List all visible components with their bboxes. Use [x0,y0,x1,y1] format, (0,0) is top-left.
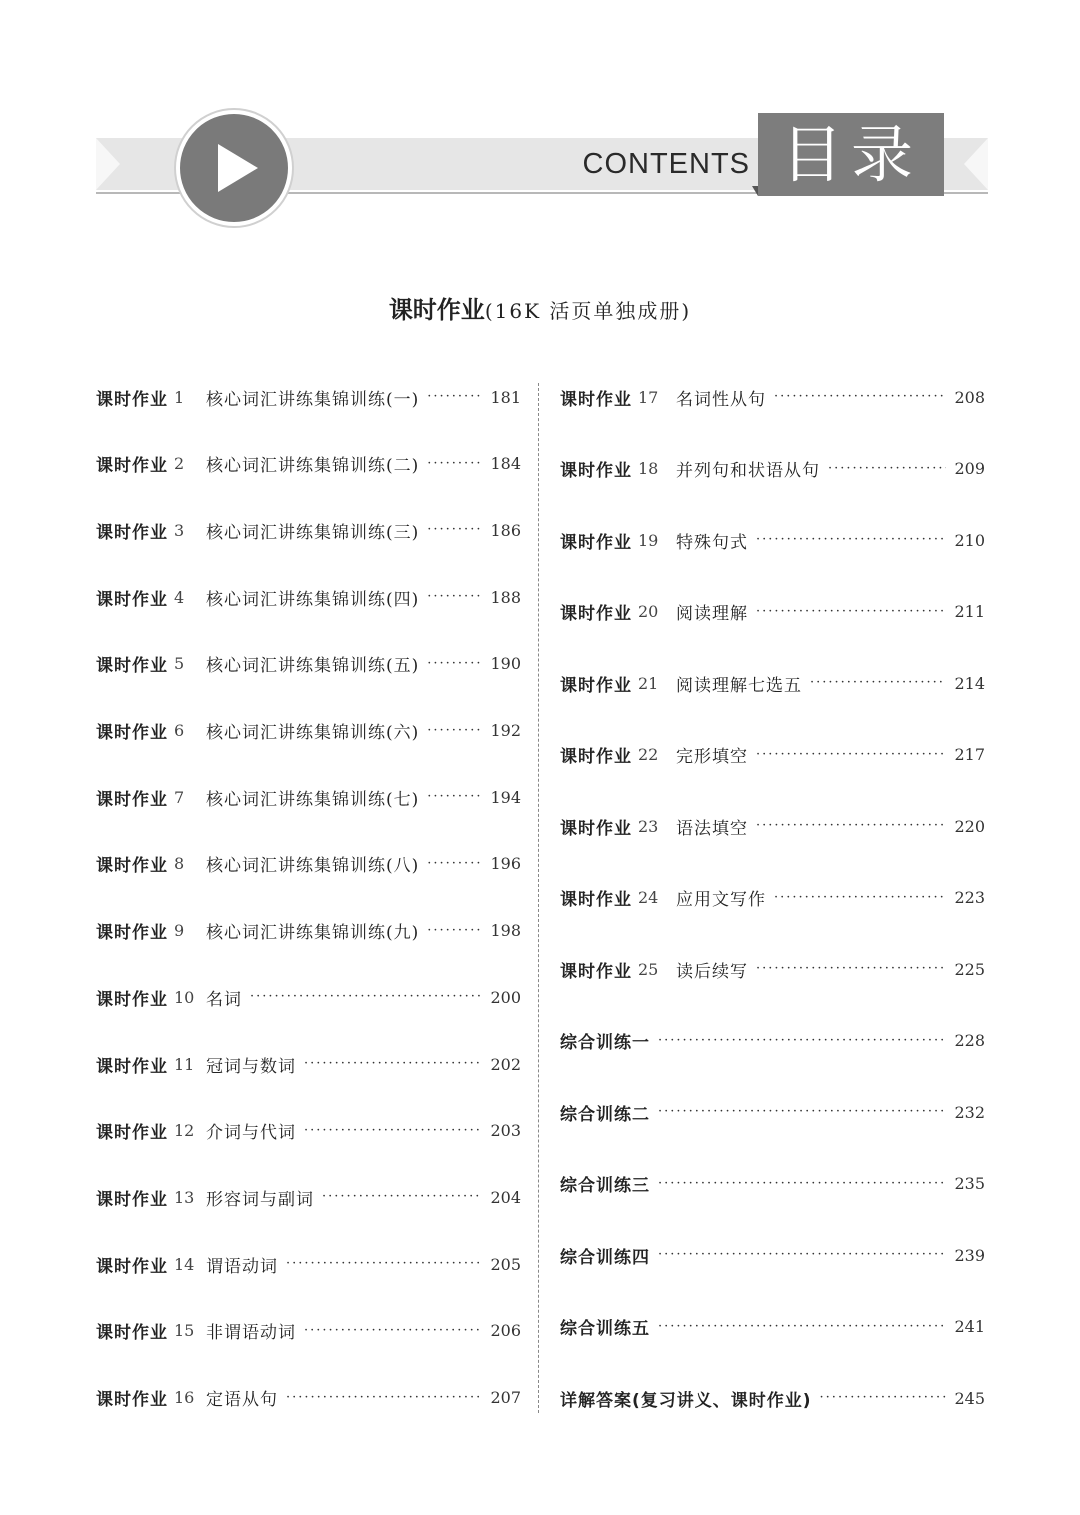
toc-entry-number: 9 [174,921,185,941]
toc-entry-label: 课时作业 [96,856,168,877]
toc-entry[interactable] [96,515,521,545]
toc-entry[interactable] [96,1182,521,1212]
toc-entry-number: 5 [174,654,185,674]
toc-entry-label: 综合训练三 [560,1176,650,1196]
toc-entry-title: 特殊句式 [676,532,748,553]
toc-entry-page: 210 [954,530,985,550]
toc-entry-label: 课时作业 [96,1390,168,1410]
toc-entry-title: 形容词与副词 [206,1189,314,1210]
toc-entry-page: 194 [490,787,521,807]
leader-dots [427,849,482,879]
toc-entry-page: 200 [490,987,521,1007]
toc-entry-number: 24 [638,888,659,907]
toc-entry-title: 冠词与数词 [206,1056,296,1077]
toc-entry-number: 7 [174,787,185,807]
toc-entry[interactable] [96,582,521,612]
toc-entry-title: 定语从句 [206,1390,278,1410]
toc-entry-number: 25 [638,959,659,979]
toc-entry-label: 课时作业 [96,1056,168,1077]
leader-dots [250,982,482,1012]
leader-dots [427,716,482,746]
mulu-title: 目录 [758,113,944,196]
toc-entry[interactable] [560,668,985,698]
toc-entry-page: 186 [490,520,521,540]
leader-dots [828,454,946,484]
toc-entry-number: 2 [174,454,185,474]
leader-dots [658,1312,946,1342]
toc-entry-label: 课时作业 [560,818,632,839]
toc-entry-title: 应用文写作 [676,890,766,910]
toc-entry[interactable] [96,1116,521,1146]
leader-dots [756,954,946,984]
leader-dots [322,1182,482,1212]
toc-entry[interactable] [96,1316,521,1346]
toc-entry-label: 综合训练四 [560,1247,650,1268]
leader-dots [820,1383,947,1413]
play-triangle [218,144,258,192]
toc-entry[interactable] [560,1169,985,1199]
toc-entry-title: 核心词汇讲练集锦训练(六) [206,723,420,743]
toc-entry-label: 课时作业 [96,522,168,543]
toc-entry-label: 课时作业 [96,456,168,477]
toc-entry[interactable] [560,740,985,770]
toc-entry-label: 课时作业 [560,461,632,481]
toc-entry-title: 核心词汇讲练集锦训练(五) [206,656,420,677]
toc-entry-number: 14 [174,1254,195,1274]
toc-entry-page: 228 [954,1031,985,1050]
toc-entry-page: 209 [954,459,985,478]
toc-entry-page: 207 [490,1388,521,1407]
toc-entry[interactable] [560,1240,985,1270]
toc-entry-label: 课时作业 [96,1323,168,1344]
toc-entry-label: 课时作业 [96,656,168,677]
leader-dots [774,883,946,913]
toc-entry-page: 223 [954,888,985,907]
toc-entry-page: 203 [490,1121,521,1141]
toc-entry[interactable] [96,916,521,946]
toc-entry-page: 202 [490,1054,521,1074]
toc-entry-label: 课时作业 [96,1256,168,1277]
right-chevron-decoration [964,138,988,190]
toc-entry-number: 12 [174,1121,195,1141]
leader-dots [427,916,482,946]
leader-dots [756,811,946,841]
toc-entry[interactable] [96,449,521,479]
subtitle-main: 课时作业 [388,296,485,324]
toc-entry[interactable] [560,525,985,555]
toc-entry-number: 21 [638,673,659,693]
toc-entry-page: 205 [490,1254,521,1274]
toc-entry-page: 235 [954,1174,985,1193]
leader-dots [658,1097,946,1127]
toc-entry-number: 10 [174,987,195,1007]
toc-entry-page: 196 [490,854,521,874]
toc-entry[interactable] [96,716,521,746]
toc-entry-label: 课时作业 [560,890,632,910]
toc-entry-label: 课时作业 [96,789,168,810]
toc-entry-page: 181 [490,387,521,407]
toc-entry[interactable] [560,954,985,984]
toc-entry-number: 8 [174,854,185,874]
toc-entry-number: 6 [174,721,185,740]
toc-entry-number: 19 [638,530,659,550]
toc-entry-label: 综合训练一 [560,1033,650,1053]
toc-entry-label: 课时作业 [96,723,168,743]
leader-dots [427,649,482,679]
toc-entry-number: 18 [638,459,659,478]
toc-entry-number: 3 [174,520,185,540]
toc-entry-page: 217 [954,745,985,764]
toc-entry-label: 综合训练五 [560,1319,650,1339]
leader-dots [658,1169,946,1199]
toc-entry-title: 核心词汇讲练集锦训练(三) [206,522,420,543]
section-subtitle [0,294,1080,328]
toc-entry-page: 198 [490,921,521,941]
toc-entry[interactable] [560,1026,985,1056]
toc-entry-title: 核心词汇讲练集锦训练(八) [206,856,420,877]
toc-entry[interactable] [560,597,985,627]
column-divider [538,383,539,1413]
toc-entry-label: 课时作业 [560,604,632,624]
toc-entry-title: 阅读理解 [676,604,748,624]
leader-dots [427,582,482,612]
toc-entry-number: 20 [638,602,659,621]
toc-entry-label: 课时作业 [560,961,632,982]
toc-entry-page: 190 [490,654,521,674]
toc-entry-page: 245 [954,1388,985,1408]
contents-heading: CONTENTS [582,148,750,180]
toc-entry-page: 211 [954,602,985,621]
left-chevron-decoration [96,138,120,190]
toc-entry-title: 阅读理解七选五 [676,675,802,696]
toc-entry[interactable] [96,1383,521,1413]
toc-entry-title: 读后续写 [676,961,748,982]
toc-entry-page: 184 [490,454,521,474]
toc-entry-label: 课时作业 [96,389,168,410]
toc-entry-title: 名词性从句 [676,389,766,410]
leader-dots [427,782,482,812]
toc-entry-page: 225 [954,959,985,979]
leader-dots [427,449,482,479]
subtitle-paren: (16K 活页单独成册) [484,299,692,323]
toc-entry-page: 208 [954,387,985,407]
leader-dots [810,668,946,698]
toc-entry[interactable] [96,649,521,679]
toc-entry[interactable] [96,382,521,412]
leader-dots [304,1049,482,1079]
toc-entry-page: 241 [954,1317,985,1336]
leader-dots [658,1026,946,1056]
toc-entry-number: 17 [638,387,659,407]
toc-entry-title: 核心词汇讲练集锦训练(一) [206,389,420,410]
toc-entry[interactable] [560,1312,985,1342]
toc-entry-page: 239 [954,1245,985,1265]
toc-entry[interactable] [560,1097,985,1127]
toc-entry-label: 课时作业 [96,1123,168,1144]
toc-entry-number: 16 [174,1388,195,1407]
toc-entry-label: 课时作业 [96,1189,168,1210]
toc-entry[interactable] [560,1383,985,1413]
toc-entry-label: 课时作业 [560,389,632,410]
leader-dots [756,597,946,627]
leader-dots [304,1316,482,1346]
toc-entry-title: 核心词汇讲练集锦训练(四) [206,589,420,610]
toc-entry-label: 课时作业 [560,675,632,696]
toc-entry-label: 课时作业 [560,532,632,553]
toc-entry-title: 核心词汇讲练集锦训练(九) [206,923,420,944]
toc-entry-title: 并列句和状语从句 [676,461,820,481]
toc-entry-page: 192 [490,721,521,740]
toc-entry-label: 综合训练二 [560,1104,650,1125]
toc-entry-title: 核心词汇讲练集锦训练(二) [206,456,420,477]
leader-dots [756,740,946,770]
toc-entry-label: 课时作业 [96,923,168,944]
toc-entry-page: 220 [954,816,985,836]
toc-entry-page: 204 [490,1187,521,1207]
toc-entry-page: 206 [490,1321,521,1341]
leader-dots [427,515,482,545]
toc-entry[interactable] [560,811,985,841]
toc-entry[interactable] [96,1249,521,1279]
toc-entry-title: 核心词汇讲练集锦训练(七) [206,789,420,810]
leader-dots [286,1249,482,1279]
leader-dots [286,1383,482,1413]
toc-entry[interactable] [96,849,521,879]
toc-entry-number: 22 [638,745,659,764]
toc-entry-title: 语法填空 [676,818,748,839]
toc-entry-page: 188 [490,587,521,607]
toc-entry-label: 课时作业 [560,747,632,767]
toc-entry[interactable] [560,382,985,412]
toc-entry-title: 谓语动词 [206,1256,278,1277]
leader-dots [756,525,946,555]
play-icon [176,110,292,226]
toc-entry-number: 23 [638,816,659,836]
toc-entry-page: 232 [954,1102,985,1122]
leader-dots [774,382,946,412]
toc-entry[interactable] [96,1049,521,1079]
toc-entry-number: 1 [174,387,185,407]
toc-entry-title: 完形填空 [676,747,748,767]
toc-entry-label: 课时作业 [96,989,168,1010]
toc-entry-label: 详解答案(复习讲义、课时作业) [560,1390,812,1411]
leader-dots [427,382,482,412]
toc-entry[interactable] [560,883,985,913]
toc-entry[interactable] [96,982,521,1012]
toc-entry-title: 名词 [206,989,242,1010]
toc-entry-number: 4 [174,587,185,607]
leader-dots [304,1116,482,1146]
toc-entry-label: 课时作业 [96,589,168,610]
toc-entry-number: 15 [174,1321,195,1341]
toc-entry[interactable] [96,782,521,812]
toc-entry-page: 214 [954,673,985,693]
toc-entry-number: 11 [174,1054,195,1074]
leader-dots [658,1240,946,1270]
toc-entry[interactable] [560,454,985,484]
toc-entry-title: 非谓语动词 [206,1323,296,1344]
toc-entry-title: 介词与代词 [206,1123,296,1144]
toc-entry-number: 13 [174,1187,195,1207]
